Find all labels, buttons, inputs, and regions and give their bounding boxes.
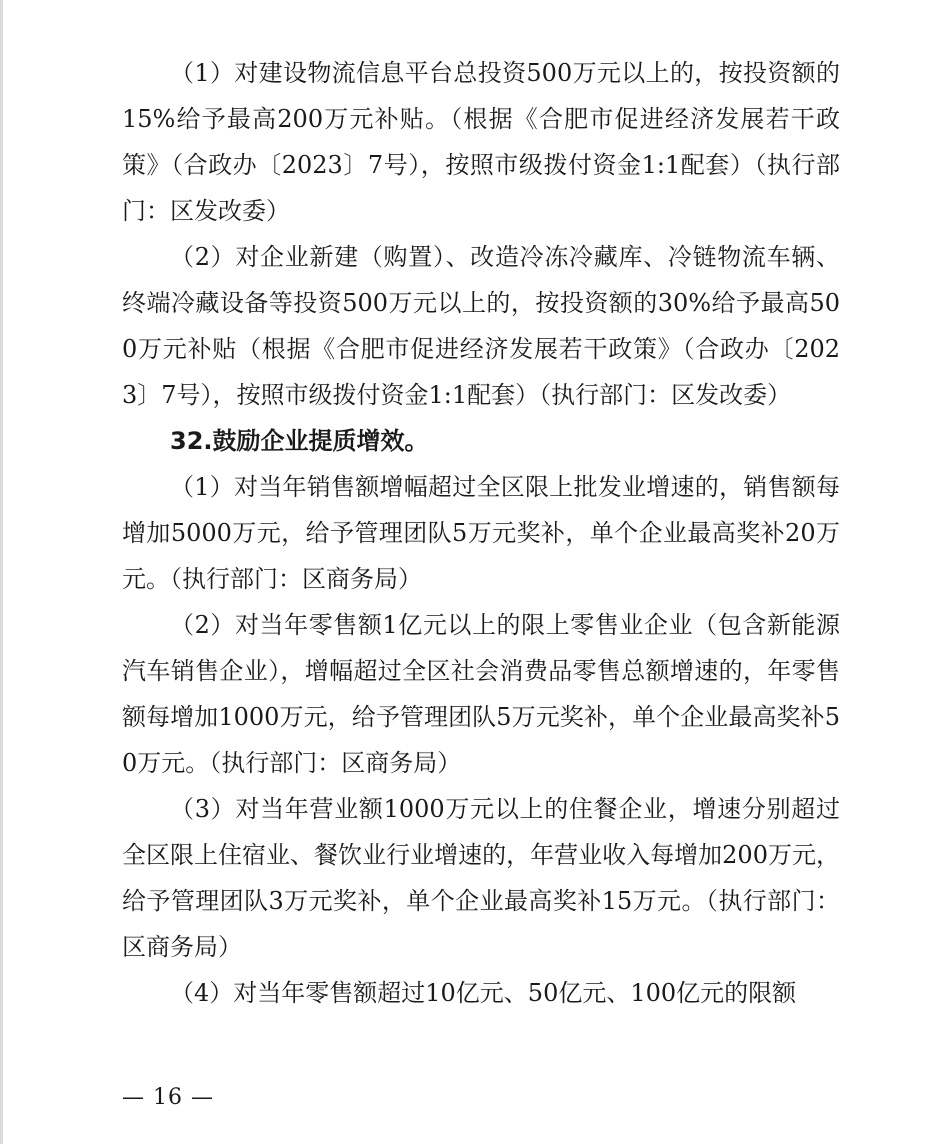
paragraph-32-3: （3）对当年营业额1000万元以上的住餐企业，增速分别超过全区限上住宿业、餐饮业行业增速的，年营业收入每增加200万元，给予管理团队3万元奖补，单个企业最高奖补15万元。（执行部门：区商务局） (122, 795, 840, 961)
body-text (122, 50, 840, 1016)
section-heading-32: 32.鼓励企业提质增效。 (170, 427, 429, 455)
page-edge (0, 0, 3, 1144)
page-number: — 16 — (122, 1085, 214, 1110)
paragraph-32-2: （2）对当年零售额1亿元以上的限上零售业企业（包含新能源汽车销售企业），增幅超过全区社会消费品零售总额增速的，年零售额每增加1000万元，给予管理团队5万元奖补，单个企业最高奖补50万元。（执行部门：区商务局） (122, 611, 840, 777)
paragraph-32-4: （4）对当年零售额超过10亿元、50亿元、100亿元的限额 (170, 979, 797, 1007)
paragraph-32-1: （1）对当年销售额增幅超过全区限上批发业增速的，销售额每增加5000万元，给予管理团队5万元奖补，单个企业最高奖补20万元。（执行部门：区商务局） (122, 473, 840, 593)
paragraph-1-2: （2）对企业新建（购置）、改造冷冻冷藏库、冷链物流车辆、终端冷藏设备等投资500万元以上的，按投资额的30%给予最高500万元补贴（根据《合肥市促进经济发展若干政策》（合政办〔2023〕7号），按照市级拨付资金1:1配套）（执行部门：区发改委） (122, 243, 840, 409)
paragraph-1-1: （1）对建设物流信息平台总投资500万元以上的，按投资额的15%给予最高200万元补贴。（根据《合肥市促进经济发展若干政策》（合政办〔2023〕7号），按照市级拨付资金1:1配套）（执行部门：区发改委） (122, 59, 840, 225)
